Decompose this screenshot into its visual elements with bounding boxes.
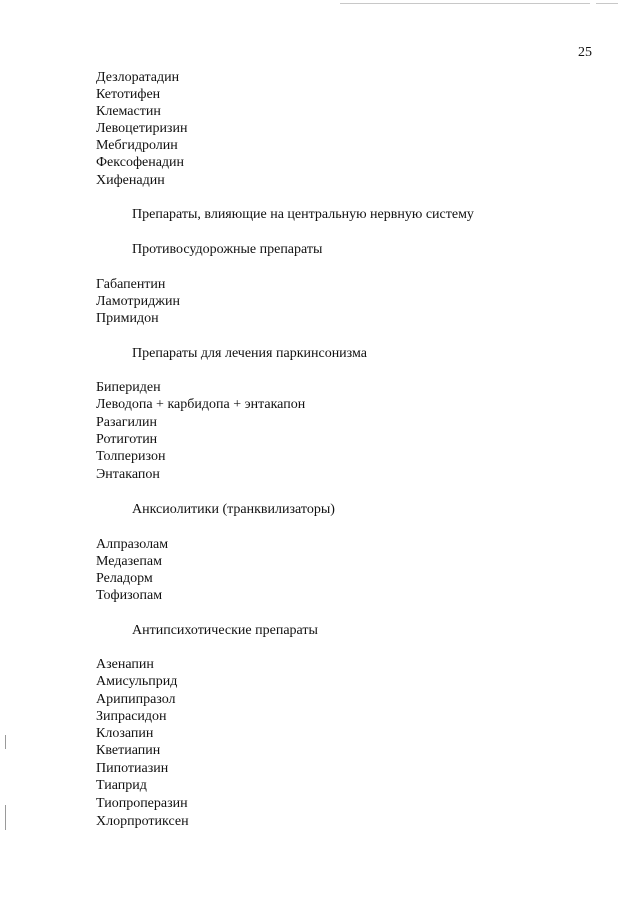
list-item: Клозапин — [96, 726, 154, 741]
list-item: Левоцетиризин — [96, 121, 188, 136]
section-heading-cns: Препараты, влияющие на центральную нервную систему — [132, 207, 474, 222]
scan-artifact-left-margin — [5, 735, 6, 749]
list-item: Кетотифен — [96, 87, 161, 102]
list-item: Дезлоратадин — [96, 70, 180, 85]
list-item: Пипотиазин — [96, 761, 169, 776]
scan-artifact-top-right — [596, 3, 618, 4]
list-item: Габапентин — [96, 277, 166, 292]
list-item: Медазепам — [96, 554, 162, 569]
list-item: Хифенадин — [96, 173, 165, 188]
section-heading-anticonvulsants: Противосудорожные препараты — [132, 242, 323, 257]
list-item: Фексофенадин — [96, 155, 185, 170]
scan-artifact-top — [340, 3, 590, 4]
list-item: Тиопроперазин — [96, 796, 188, 811]
list-item: Алпразолам — [96, 537, 169, 552]
list-item: Энтакапон — [96, 467, 160, 482]
list-item: Разагилин — [96, 415, 157, 430]
list-item: Тофизопам — [96, 588, 163, 603]
list-item: Ротиготин — [96, 432, 158, 447]
scan-artifact-left-margin-lower — [5, 805, 6, 830]
list-item: Хлорпротиксен — [96, 814, 189, 829]
list-item: Кветиапин — [96, 743, 161, 758]
list-item: Клемастин — [96, 104, 161, 119]
list-item: Бипериден — [96, 380, 161, 395]
list-item: Зипрасидон — [96, 709, 167, 724]
list-item: Амисульприд — [96, 674, 178, 689]
list-item: Мебгидролин — [96, 138, 178, 153]
list-item: Реладорм — [96, 571, 153, 586]
section-heading-anxiolytics: Анксиолитики (транквилизаторы) — [132, 502, 335, 517]
section-heading-parkinson: Препараты для лечения паркинсонизма — [132, 346, 367, 361]
list-item: Арипипразол — [96, 692, 176, 707]
list-item: Толперизон — [96, 449, 166, 464]
page-number: 25 — [578, 45, 592, 60]
section-heading-antipsychotics: Антипсихотические препараты — [132, 623, 318, 638]
list-item: Тиаприд — [96, 778, 147, 793]
list-item: Леводопа + карбидопа + энтакапон — [96, 397, 306, 412]
list-item: Ламотриджин — [96, 294, 180, 309]
list-item: Азенапин — [96, 657, 154, 672]
list-item: Примидон — [96, 311, 159, 326]
